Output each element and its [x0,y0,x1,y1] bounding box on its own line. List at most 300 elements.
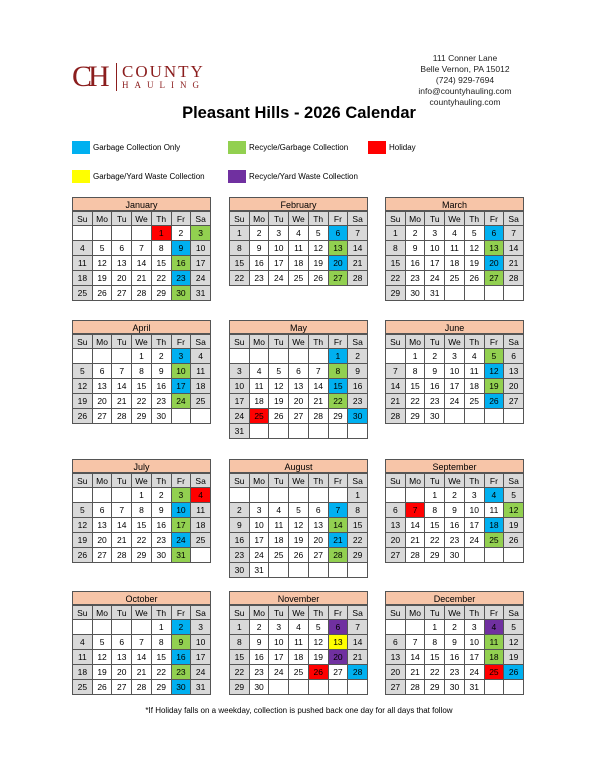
day-cell: 26 [73,548,93,563]
day-cell: 23 [172,271,192,286]
empty-cell [485,680,505,695]
weekday-header: Th [465,474,485,488]
day-cell: 16 [230,533,250,548]
month-grid [72,473,211,563]
day-cell: 26 [309,665,329,680]
day-cell: 12 [93,650,113,665]
weekday-header: Tu [425,335,445,349]
day-cell: 16 [152,518,172,533]
day-cell: 28 [329,548,349,563]
day-cell: 1 [386,226,406,241]
day-cell: 18 [250,394,270,409]
day-cell: 15 [132,379,152,394]
weekday-header: We [289,606,309,620]
empty-cell [191,409,211,424]
day-cell: 26 [269,409,289,424]
contact-city: Belle Vernon, PA 15012 [420,64,510,74]
day-cell: 8 [132,503,152,518]
day-cell: 31 [250,563,270,578]
day-cell: 27 [329,271,349,286]
weekday-header: Fr [329,335,349,349]
day-cell: 20 [485,256,505,271]
day-cell: 3 [191,226,211,241]
day-cell: 2 [230,503,250,518]
day-cell: 24 [250,548,270,563]
empty-cell [112,226,132,241]
day-cell: 12 [309,635,329,650]
weekday-header: Tu [112,474,132,488]
footnote: *If Holiday falls on a weekday, collection is pushed back one day for all days that follow [145,706,453,715]
day-cell: 10 [230,379,250,394]
empty-cell [329,424,349,439]
day-cell: 22 [152,665,172,680]
month-title: December [385,591,524,605]
day-cell: 15 [132,518,152,533]
day-cell: 28 [309,409,329,424]
weekday-header: Mo [93,474,113,488]
day-cell: 30 [172,286,192,301]
day-cell: 5 [504,488,524,503]
day-cell: 10 [269,241,289,256]
weekday-header: Mo [406,606,426,620]
weekday-header: Mo [250,335,270,349]
day-cell: 23 [250,271,270,286]
day-cell: 2 [172,226,192,241]
day-cell: 27 [93,409,113,424]
day-cell: 8 [132,364,152,379]
day-cell: 2 [172,620,192,635]
empty-cell [386,349,406,364]
day-cell: 25 [289,271,309,286]
day-cell: 22 [329,394,349,409]
day-cell: 2 [152,349,172,364]
day-cell: 27 [112,680,132,695]
empty-cell [289,563,309,578]
day-cell: 1 [230,226,250,241]
empty-cell [504,286,524,301]
day-cell: 21 [112,394,132,409]
empty-cell [309,349,329,364]
day-cell: 21 [406,533,426,548]
day-cell: 26 [93,680,113,695]
day-cell: 21 [309,394,329,409]
day-cell: 13 [93,518,113,533]
empty-cell [269,680,289,695]
day-cell: 9 [152,364,172,379]
weekday-header: We [289,212,309,226]
month-march [385,197,524,301]
legend-label: Holiday [389,143,416,152]
empty-cell [348,680,368,695]
month-title: October [72,591,211,605]
contact-website[interactable]: countyhauling.com [429,97,501,107]
weekday-header: Su [73,474,93,488]
day-cell: 22 [348,533,368,548]
day-cell: 4 [445,226,465,241]
empty-cell [112,488,132,503]
day-cell: 18 [289,256,309,271]
month-title: April [72,320,211,334]
day-cell: 12 [93,256,113,271]
empty-cell [73,226,93,241]
day-cell: 19 [93,271,113,286]
day-cell: 16 [250,650,270,665]
day-cell: 27 [485,271,505,286]
month-august [229,459,368,578]
empty-cell [309,563,329,578]
day-cell: 22 [425,533,445,548]
empty-cell [504,548,524,563]
day-cell: 7 [504,226,524,241]
day-cell: 5 [73,503,93,518]
weekday-header: Mo [406,335,426,349]
day-cell: 6 [504,349,524,364]
legend-swatch [228,141,246,154]
day-cell: 10 [425,241,445,256]
day-cell: 10 [465,503,485,518]
empty-cell [386,620,406,635]
empty-cell [329,488,349,503]
day-cell: 23 [172,665,192,680]
day-cell: 13 [309,518,329,533]
day-cell: 29 [152,680,172,695]
weekday-header: Su [73,212,93,226]
day-cell: 25 [73,680,93,695]
day-cell: 31 [465,680,485,695]
day-cell: 15 [152,650,172,665]
day-cell: 5 [269,364,289,379]
day-cell: 31 [230,424,250,439]
day-cell: 7 [348,620,368,635]
month-title: March [385,197,524,211]
weekday-header: Su [386,606,406,620]
weekday-header: Tu [269,212,289,226]
day-cell: 29 [425,680,445,695]
day-cell: 17 [172,379,192,394]
empty-cell [132,226,152,241]
day-cell: 9 [172,635,192,650]
weekday-header: Sa [191,335,211,349]
weekday-header: Mo [250,474,270,488]
day-cell: 22 [132,394,152,409]
month-grid [229,211,368,286]
day-cell: 19 [465,256,485,271]
day-cell: 27 [504,394,524,409]
weekday-header: We [289,474,309,488]
weekday-header: Sa [504,606,524,620]
day-cell: 8 [348,503,368,518]
day-cell: 17 [269,256,289,271]
legend-holiday [368,141,416,154]
day-cell: 8 [152,241,172,256]
day-cell: 14 [112,518,132,533]
day-cell: 15 [386,256,406,271]
day-cell: 17 [425,256,445,271]
weekday-header: Sa [504,335,524,349]
empty-cell [172,409,192,424]
day-cell: 28 [132,286,152,301]
day-cell: 30 [445,680,465,695]
day-cell: 10 [191,635,211,650]
day-cell: 18 [485,650,505,665]
day-cell: 20 [329,256,349,271]
weekday-header: Th [465,606,485,620]
weekday-header: Su [386,335,406,349]
empty-cell [73,488,93,503]
day-cell: 9 [425,364,445,379]
day-cell: 28 [132,680,152,695]
day-cell: 3 [445,349,465,364]
day-cell: 26 [465,271,485,286]
day-cell: 30 [445,548,465,563]
day-cell: 28 [348,665,368,680]
day-cell: 14 [406,650,426,665]
day-cell: 8 [230,635,250,650]
day-cell: 29 [132,548,152,563]
day-cell: 22 [230,665,250,680]
day-cell: 17 [269,650,289,665]
day-cell: 20 [309,533,329,548]
day-cell: 19 [485,379,505,394]
weekday-header: Tu [112,335,132,349]
day-cell: 5 [73,364,93,379]
day-cell: 17 [445,379,465,394]
day-cell: 29 [329,409,349,424]
weekday-header: We [132,212,152,226]
empty-cell [348,424,368,439]
day-cell: 9 [230,518,250,533]
day-cell: 9 [406,241,426,256]
day-cell: 5 [93,635,113,650]
day-cell: 4 [289,226,309,241]
month-title: January [72,197,211,211]
day-cell: 20 [386,665,406,680]
day-cell: 7 [112,503,132,518]
weekday-header: Th [309,474,329,488]
day-cell: 13 [504,364,524,379]
day-cell: 17 [465,518,485,533]
day-cell: 4 [485,488,505,503]
day-cell: 26 [504,533,524,548]
weekday-header: Su [230,606,250,620]
day-cell: 11 [289,241,309,256]
month-grid [229,605,368,695]
month-grid [72,334,211,424]
day-cell: 2 [425,349,445,364]
month-july [72,459,211,563]
empty-cell [445,286,465,301]
legend-yard-garbage [72,170,205,183]
day-cell: 6 [289,364,309,379]
day-cell: 6 [386,503,406,518]
weekday-header: Mo [93,212,113,226]
day-cell: 26 [504,665,524,680]
weekday-header: Tu [425,606,445,620]
weekday-header: Th [152,474,172,488]
day-cell: 14 [132,256,152,271]
weekday-header: Fr [329,212,349,226]
day-cell: 27 [112,286,132,301]
day-cell: 26 [485,394,505,409]
day-cell: 24 [269,271,289,286]
day-cell: 29 [230,680,250,695]
day-cell: 12 [269,379,289,394]
month-grid [229,334,368,439]
day-cell: 11 [250,379,270,394]
day-cell: 15 [152,256,172,271]
day-cell: 3 [172,488,192,503]
day-cell: 8 [425,635,445,650]
day-cell: 12 [73,379,93,394]
day-cell: 5 [465,226,485,241]
day-cell: 13 [329,635,349,650]
day-cell: 16 [425,379,445,394]
empty-cell [132,620,152,635]
day-cell: 21 [386,394,406,409]
day-cell: 13 [329,241,349,256]
day-cell: 19 [73,533,93,548]
day-cell: 20 [289,394,309,409]
weekday-header: Sa [504,212,524,226]
empty-cell [250,424,270,439]
day-cell: 19 [309,650,329,665]
day-cell: 2 [250,620,270,635]
day-cell: 2 [250,226,270,241]
day-cell: 10 [445,364,465,379]
weekday-header: Th [465,335,485,349]
weekday-header: We [289,335,309,349]
day-cell: 10 [269,635,289,650]
day-cell: 15 [230,256,250,271]
day-cell: 18 [445,256,465,271]
empty-cell [309,680,329,695]
day-cell: 4 [73,635,93,650]
day-cell: 10 [191,241,211,256]
weekday-header: Fr [172,606,192,620]
empty-cell [269,563,289,578]
day-cell: 29 [406,409,426,424]
weekday-header: We [132,335,152,349]
logo-divider [116,63,117,91]
day-cell: 1 [152,620,172,635]
empty-cell [465,286,485,301]
day-cell: 23 [348,394,368,409]
day-cell: 23 [425,394,445,409]
day-cell: 24 [191,271,211,286]
day-cell: 21 [504,256,524,271]
day-cell: 15 [329,379,349,394]
month-grid [385,334,524,424]
day-cell: 28 [504,271,524,286]
weekday-header: Th [309,212,329,226]
day-cell: 15 [230,650,250,665]
empty-cell [309,488,329,503]
day-cell: 25 [485,665,505,680]
empty-cell [289,680,309,695]
month-april [72,320,211,424]
day-cell: 9 [172,241,192,256]
day-cell: 28 [112,548,132,563]
weekday-header: Fr [172,335,192,349]
day-cell: 7 [112,364,132,379]
day-cell: 23 [152,394,172,409]
month-title: May [229,320,368,334]
day-cell: 22 [230,271,250,286]
day-cell: 7 [329,503,349,518]
weekday-header: Th [309,606,329,620]
legend-garbage [72,141,180,154]
day-cell: 22 [406,394,426,409]
day-cell: 9 [445,503,465,518]
day-cell: 5 [504,620,524,635]
day-cell: 6 [93,364,113,379]
day-cell: 11 [191,503,211,518]
month-grid [385,605,524,695]
weekday-header: Tu [269,335,289,349]
legend-swatch [72,141,90,154]
logo-text [122,63,205,91]
day-cell: 4 [269,503,289,518]
empty-cell [112,349,132,364]
weekday-header: Th [152,212,172,226]
day-cell: 27 [93,548,113,563]
day-cell: 11 [485,503,505,518]
day-cell: 25 [250,409,270,424]
day-cell: 4 [485,620,505,635]
day-cell: 17 [465,650,485,665]
day-cell: 16 [152,379,172,394]
empty-cell [504,680,524,695]
day-cell: 24 [230,409,250,424]
day-cell: 10 [172,503,192,518]
logo-name-line2: HAULING [122,80,205,90]
legend-recycle [228,141,348,154]
day-cell: 21 [132,665,152,680]
weekday-header: Su [73,606,93,620]
contact-email[interactable]: info@countyhauling.com [418,86,512,96]
day-cell: 29 [348,548,368,563]
month-title: February [229,197,368,211]
day-cell: 16 [348,379,368,394]
day-cell: 21 [112,533,132,548]
empty-cell [348,563,368,578]
empty-cell [465,409,485,424]
day-cell: 3 [250,503,270,518]
day-cell: 20 [504,379,524,394]
day-cell: 1 [425,488,445,503]
day-cell: 1 [425,620,445,635]
logo-name-line1: COUNTY [122,62,205,81]
weekday-header: We [445,212,465,226]
day-cell: 17 [191,256,211,271]
weekday-header: Sa [348,212,368,226]
day-cell: 16 [172,256,192,271]
day-cell: 10 [465,635,485,650]
month-grid [72,211,211,301]
empty-cell [73,620,93,635]
empty-cell [269,349,289,364]
day-cell: 12 [465,241,485,256]
weekday-header: Mo [250,606,270,620]
empty-cell [250,349,270,364]
day-cell: 31 [172,548,192,563]
day-cell: 15 [425,650,445,665]
month-grid [229,473,368,578]
day-cell: 12 [289,518,309,533]
contact-address: 111 Conner Lane [432,53,498,63]
weekday-header: Tu [112,606,132,620]
day-cell: 14 [309,379,329,394]
